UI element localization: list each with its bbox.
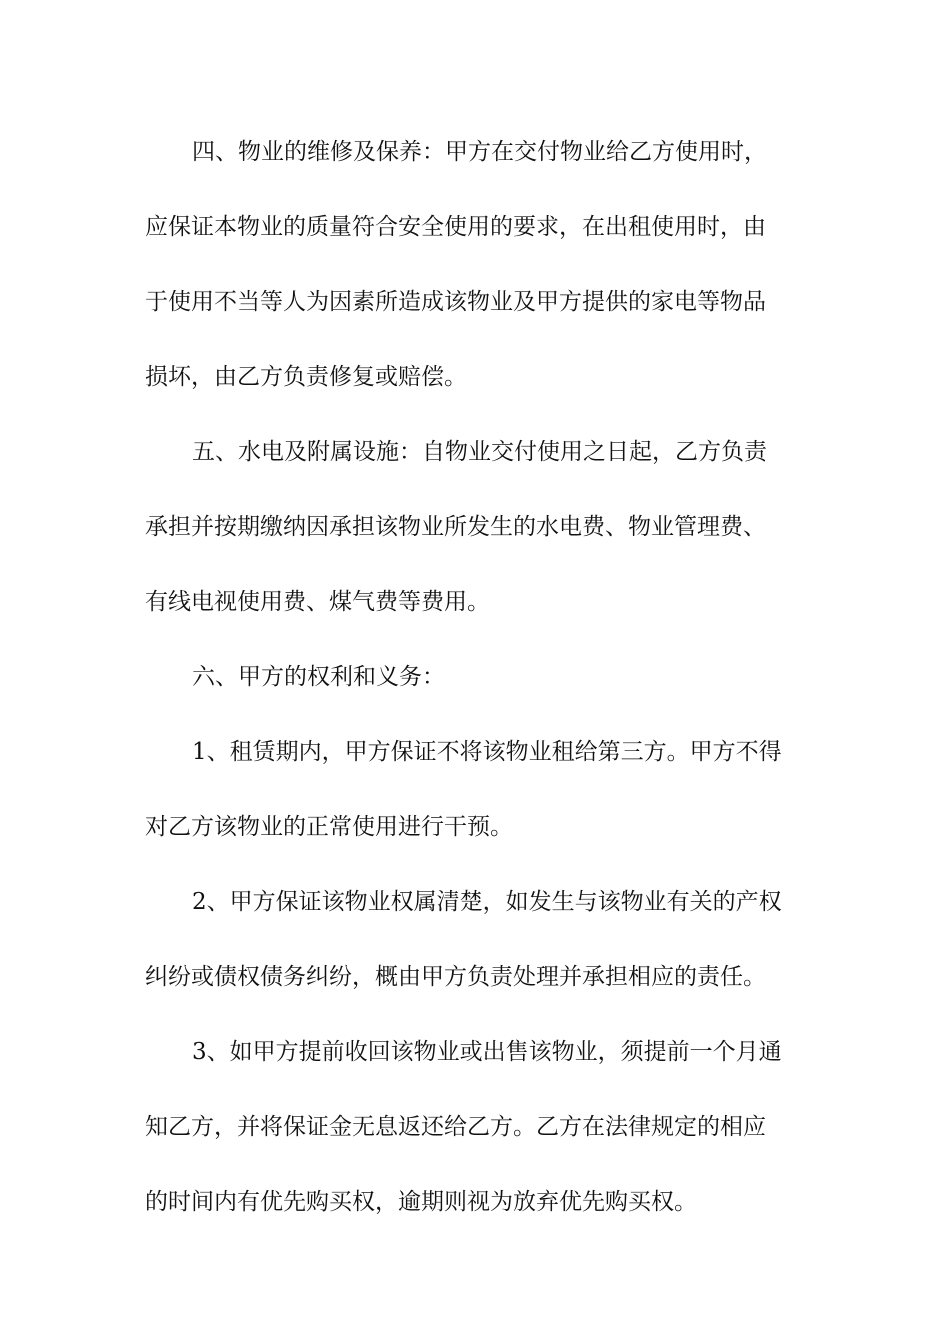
clause-2-line-1: 2、甲方保证该物业权属清楚，如发生与该物业有关的产权 <box>192 889 782 915</box>
clause-3-line-1: 3、如甲方提前收回该物业或出售该物业，须提前一个月通 <box>192 1039 782 1065</box>
paragraph-4-line-1: 四、物业的维修及保养：甲方在交付物业给乙方使用时， <box>192 139 767 165</box>
paragraph-4-line-2: 应保证本物业的质量符合安全使用的要求，在出租使用时，由 <box>145 214 766 240</box>
clause-1-line-2: 对乙方该物业的正常使用进行干预。 <box>145 814 513 840</box>
clause-1-line-1: 1、租赁期内，甲方保证不将该物业租给第三方。甲方不得 <box>192 739 782 765</box>
paragraph-4-line-4: 损坏，由乙方负责修复或赔偿。 <box>145 364 467 390</box>
clause-3-line-2: 知乙方，并将保证金无息返还给乙方。乙方在法律规定的相应 <box>145 1114 766 1140</box>
paragraph-5-line-3: 有线电视使用费、煤气费等费用。 <box>145 589 490 615</box>
paragraph-5-line-1: 五、水电及附属设施：自物业交付使用之日起，乙方负责 <box>192 439 767 465</box>
clause-3-line-3: 的时间内有优先购买权，逾期则视为放弃优先购买权。 <box>145 1189 697 1215</box>
clause-2-line-2: 纠纷或债权债务纠纷，概由甲方负责处理并承担相应的责任。 <box>145 964 766 990</box>
section-6-heading: 六、甲方的权利和义务： <box>192 664 445 690</box>
paragraph-5-line-2: 承担并按期缴纳因承担该物业所发生的水电费、物业管理费、 <box>145 514 766 540</box>
document-body <box>145 122 807 1247</box>
paragraph-4-line-3: 于使用不当等人为因素所造成该物业及甲方提供的家电等物品 <box>145 289 766 315</box>
